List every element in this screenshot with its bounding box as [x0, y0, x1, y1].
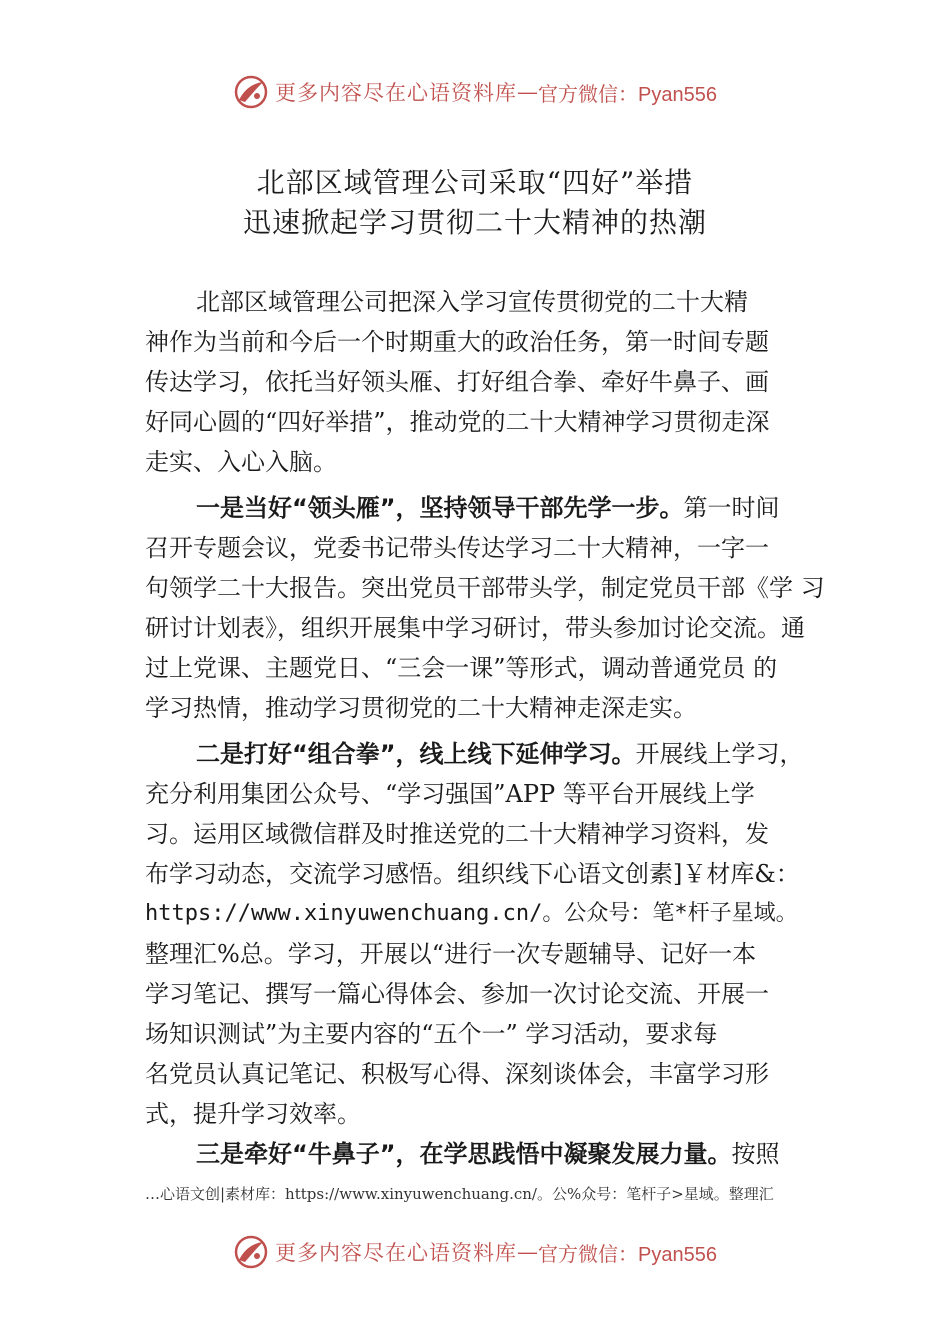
- banner-text: 更多内容尽在心语资料库: [275, 1241, 518, 1265]
- paragraph-1-line: 好同心圆的“四好举措”，推动党的二十大精神学习贯彻走深: [145, 408, 770, 436]
- paragraph-3-heading: 二是打好“组合拳”，线上线下延伸学习。: [196, 740, 636, 768]
- header-banner: [0, 72, 950, 112]
- banner-contact: 官方微信：Pyan556: [538, 1243, 717, 1266]
- paragraph-3-line: 布学习动态，交流学习感悟。组织线下心语文创素]￥材库&：: [145, 860, 800, 888]
- paragraph-1-line: 走实、入心入脑。: [145, 448, 337, 476]
- paragraph-2-first-line: [196, 488, 780, 528]
- footer-banner: [0, 1232, 950, 1272]
- paragraph-2-line: 研讨计划表》，组织开展集中学习研讨，带头参加讨论交流。通: [145, 614, 805, 642]
- paragraph-1-line: 北部区域管理公司把深入学习宣传贯彻党的二十大精: [196, 288, 748, 316]
- document-title-line1: 北部区域管理公司采取“四好”举措: [256, 166, 694, 199]
- banner-separator: —: [517, 80, 539, 104]
- paragraph-2-first-rest: 第一时间: [683, 494, 780, 522]
- paragraph-4-first-line: [196, 1134, 780, 1174]
- paragraph-3-line: 式，提升学习效率。: [145, 1100, 361, 1128]
- banner-text: 更多内容尽在心语资料库: [275, 81, 518, 105]
- paragraph-2-line: 召开专题会议，党委书记带头传达学习二十大精神，一字一: [145, 534, 769, 562]
- paragraph-3-first-line: [196, 734, 804, 774]
- paragraph-2-heading: 一是当好“领头雁”，坚持领导干部先学一步。: [196, 494, 684, 522]
- paragraph-3-line: 场知识测试”为主要内容的“五个一” 学习活动，要求每: [145, 1020, 718, 1048]
- paragraph-3-line: 名党员认真记笔记、积极写心得、深刻谈体会，丰富学习形: [145, 1060, 769, 1088]
- document-title-line2: 迅速掀起学习贯彻二十大精神的热潮: [242, 206, 707, 239]
- paragraph-3-line: 整理汇%总。学习，开展以“进行一次专题辅导、记好一本: [145, 940, 757, 968]
- brand-logo-icon: [233, 74, 269, 110]
- paragraph-3-first-rest: 开展线上学习，: [635, 740, 804, 768]
- paragraph-2-line: 句领学二十大报告。突出党员干部带头学，制定党员干部《学 习: [145, 574, 825, 602]
- paragraph-1-line: 神作为当前和今后一个时期重大的政治任务，第一时间专题: [145, 328, 769, 356]
- footer-note: …心语文创|素材库：https://www.xinyuwenchuang.cn/。公%众号：笔杆子>星域。整理汇: [145, 1185, 774, 1203]
- paragraph-3-url-line: https://www.xinyuwenchuang.cn/。公众号：笔*杆子星域。: [145, 901, 798, 926]
- paragraph-3-line: 充分利用集团公众号、“学习强国”APP 等平台开展线上学: [145, 780, 755, 808]
- paragraph-2-line: 学习热情，推动学习贯彻党的二十大精神走深走实。: [145, 694, 697, 722]
- paragraph-4-heading: 三是牵好“牛鼻子”，在学思践悟中凝聚发展力量。: [196, 1140, 732, 1168]
- brand-logo-icon: [233, 1234, 269, 1270]
- banner-separator: —: [517, 1240, 539, 1264]
- paragraph-1-line: 传达学习，依托当好领头雁、打好组合拳、牵好牛鼻子、画: [145, 368, 769, 396]
- banner-contact: 官方微信：Pyan556: [538, 83, 717, 106]
- paragraph-3-line: 学习笔记、撰写一篇心得体会、参加一次讨论交流、开展一: [145, 980, 769, 1008]
- paragraph-4-first-rest: 按照: [731, 1140, 780, 1168]
- paragraph-2-line: 过上党课、主题党日、“三会一课”等形式，调动普通党员 的: [145, 654, 778, 682]
- paragraph-3-line: 习。运用区域微信群及时推送党的二十大精神学习资料，发: [145, 820, 769, 848]
